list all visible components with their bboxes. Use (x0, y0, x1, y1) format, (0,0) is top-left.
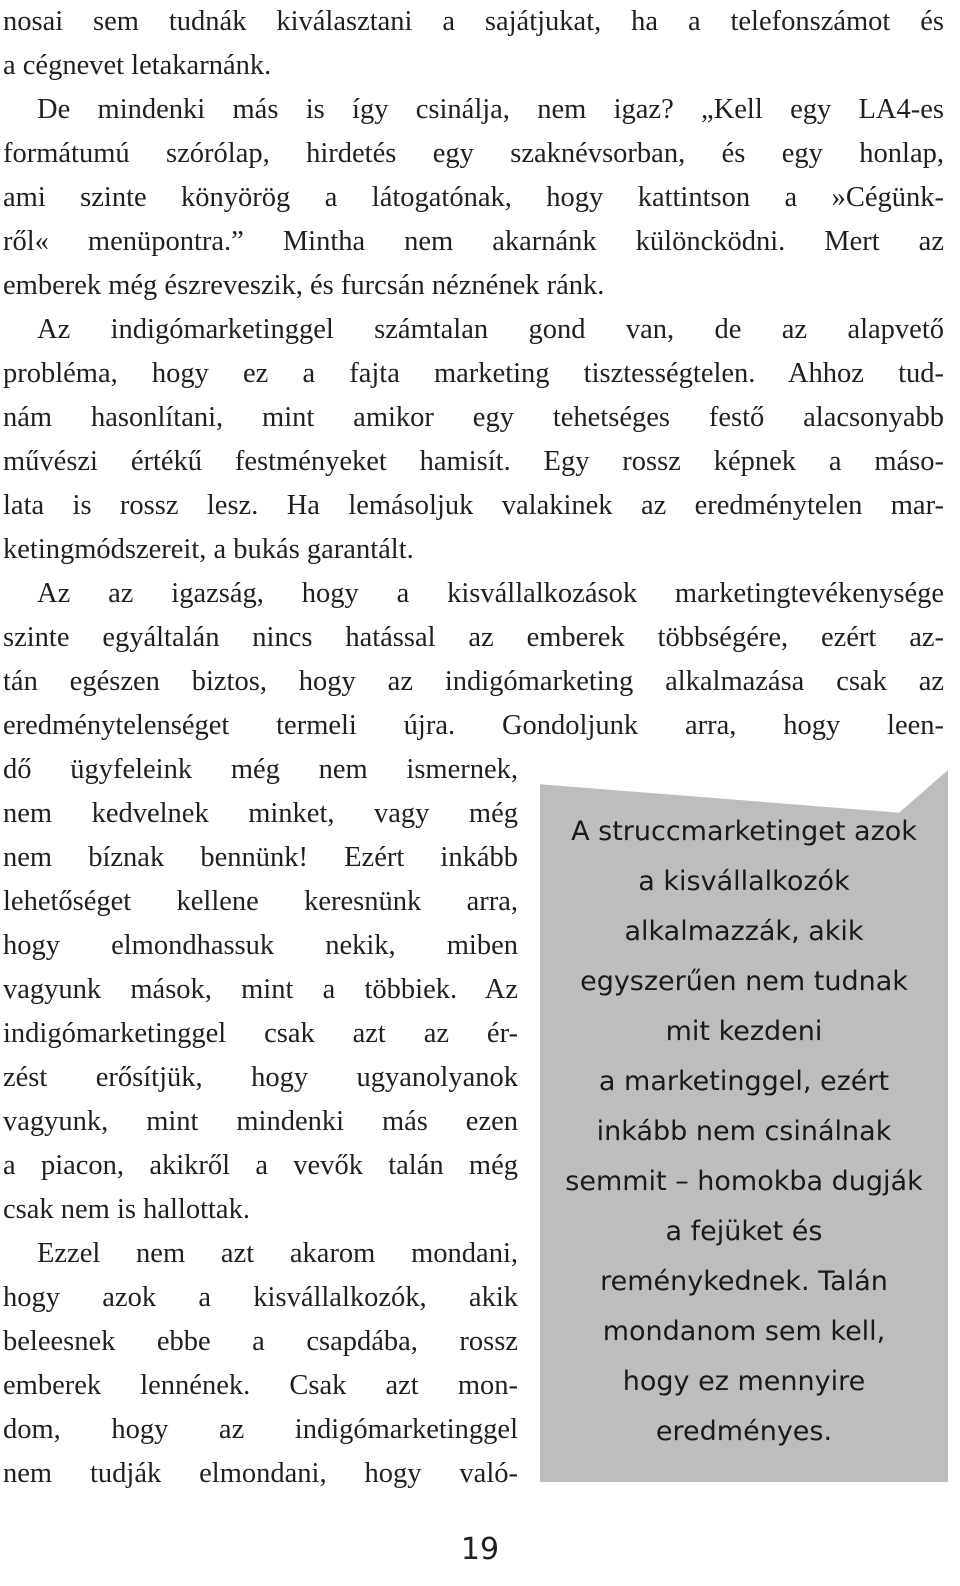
body-line: hogy azok a kisvállalkozók, akik (3, 1282, 518, 1313)
body-line: Az az igazság, hogy a kisvállalkozások marketingtevékenysége (37, 578, 944, 609)
pullquote-line: alkalmazzák, akik (624, 916, 864, 947)
body-line: vagyunk mások, mint a többiek. Az (3, 974, 518, 1005)
pullquote-line: eredményes. (655, 1416, 833, 1447)
pullquote-line: mondanom sem kell, (602, 1316, 886, 1347)
pullquote-line: a marketinggel, ezért (598, 1066, 890, 1097)
body-line: hogy elmondhassuk nekik, miben (3, 930, 518, 961)
body-line: De mindenki más is így csinálja, nem igaz? „Kell egy LA4-es (37, 94, 944, 125)
body-line: vagyunk, mint mindenki más ezen (3, 1106, 518, 1137)
body-line: indigómarketinggel csak azt az ér- (3, 1018, 518, 1049)
body-line: szinte egyáltalán nincs hatással az emberek többségére, ezért az- (3, 622, 944, 653)
body-line: dom, hogy az indigómarketinggel (3, 1414, 518, 1445)
body-line: ami szinte könyörög a látogatónak, hogy kattintson a »Cégünk- (3, 182, 944, 213)
body-line: a cégnevet letakarnánk. (3, 50, 272, 81)
body-line: nám hasonlítani, mint amikor egy tehetséges festő alacsonyabb (3, 402, 944, 433)
body-line: csak nem is hallottak. (3, 1194, 250, 1225)
pullquote-line: inkább nem csinálnak (596, 1116, 892, 1147)
body-line: zést erősítjük, hogy ugyanolyanok (3, 1062, 518, 1093)
body-line: ről« menüpontra.” Mintha nem akarnánk különcködni. Mert az (3, 226, 944, 257)
body-line: nem kedvelnek minket, vagy még (3, 798, 518, 829)
pullquote-line: egyszerűen nem tudnak (580, 966, 908, 997)
body-line: probléma, hogy ez a fajta marketing tisztességtelen. Ahhoz tud- (3, 358, 944, 389)
body-line: formátumú szórólap, hirdetés egy szaknévsorban, és egy honlap, (3, 138, 944, 169)
body-line: művészi értékű festményeket hamisít. Egy rossz képnek a máso- (3, 446, 944, 477)
page-number: 19 (460, 1532, 500, 1567)
body-line: ketingmódszereit, a bukás garantált. (3, 534, 414, 565)
body-line: eredménytelenséget termeli újra. Gondoljunk arra, hogy leen- (3, 710, 944, 741)
pullquote-line: A struccmarketinget azok (571, 816, 917, 847)
body-line: Az indigómarketinggel számtalan gond van, de az alapvető (37, 314, 944, 345)
pullquote-line: reménykednek. Talán (600, 1266, 888, 1297)
pullquote-line: mit kezdeni (665, 1016, 823, 1047)
pullquote-line: hogy ez mennyire (622, 1366, 866, 1397)
body-line: emberek még észreveszik, és furcsán néznének ránk. (3, 270, 605, 301)
body-line: a piacon, akikről a vevők talán még (3, 1150, 518, 1181)
pullquote-line: a kisvállalkozók (638, 866, 850, 897)
body-line: lata is rossz lesz. Ha lemásoljuk valakinek az eredménytelen mar- (3, 490, 944, 521)
body-line: nem bíznak bennünk! Ezért inkább (3, 842, 518, 873)
body-line: emberek lennének. Csak azt mon- (3, 1370, 518, 1401)
body-line: nosai sem tudnák kiválasztani a sajátjukat, ha a telefonszámot és (3, 6, 944, 37)
body-line: nem tudják elmondani, hogy való- (3, 1458, 518, 1489)
body-line: tán egészen biztos, hogy az indigómarketing alkalmazása csak az (3, 666, 944, 697)
body-line: Ezzel nem azt akarom mondani, (37, 1238, 518, 1269)
body-line: dő ügyfeleink még nem ismernek, (3, 754, 518, 785)
body-line: lehetőséget kellene keresnünk arra, (3, 886, 518, 917)
body-line: beleesnek ebbe a csapdába, rossz (3, 1326, 518, 1357)
pullquote-line: a fejüket és (665, 1216, 823, 1247)
pullquote-line: semmit – homokba dugják (565, 1166, 923, 1197)
